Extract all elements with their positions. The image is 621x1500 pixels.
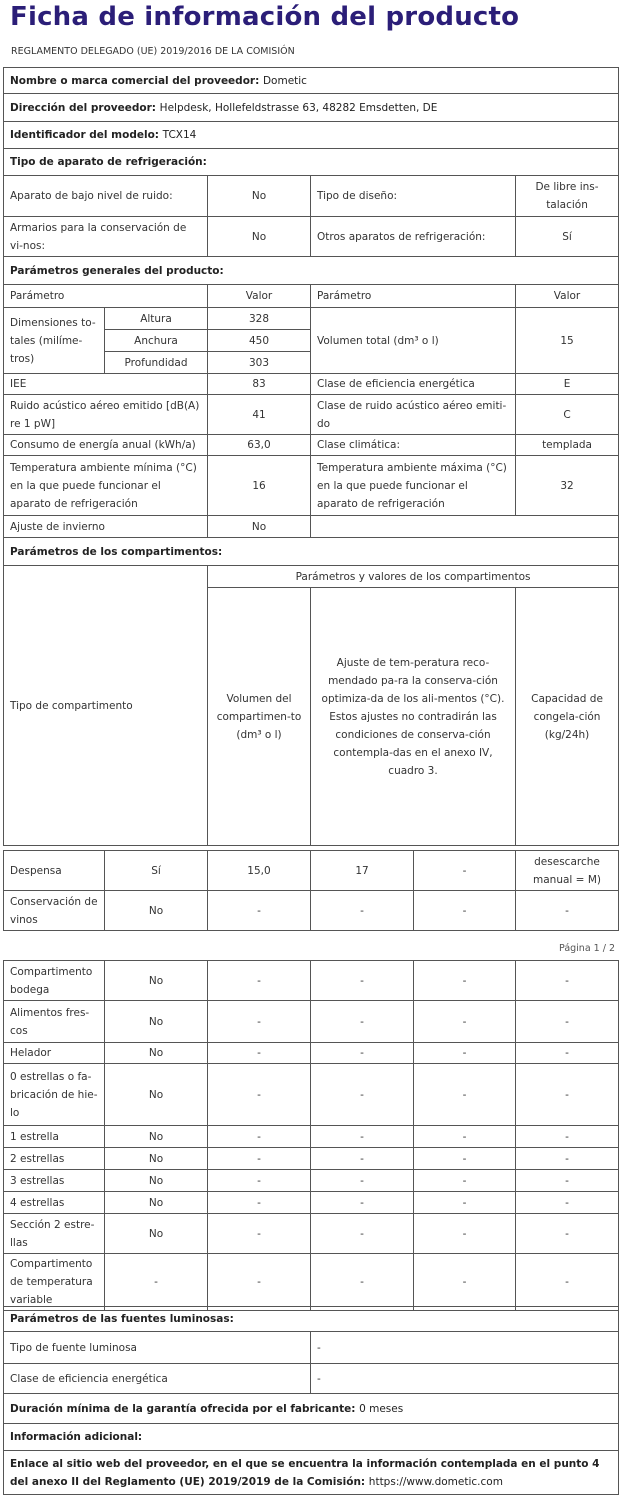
compartment-rows-page2 [4, 961, 619, 1311]
footer-table [3, 1306, 619, 1495]
compartment-temp: - [311, 1001, 414, 1043]
compartment-volume: - [208, 1192, 311, 1214]
light-type-label: Tipo de fuente luminosa [4, 1332, 311, 1364]
value-column-header: Valor [208, 285, 311, 308]
compartment-type-header: Tipo de compartimento [4, 566, 208, 846]
compartment-freeze-header: Capacidad de congela-ción (kg/24h) [516, 588, 619, 846]
general-params-header-row [4, 257, 619, 285]
compartment-name: Alimentos fres-cos [4, 1001, 105, 1043]
low-noise-value: No [208, 176, 311, 217]
compartment-freeze: - [414, 891, 516, 931]
noise-value: 41 [208, 395, 311, 435]
compartment-freeze: - [414, 1126, 516, 1148]
light-class-value: - [311, 1364, 619, 1394]
compartment-freeze: - [414, 1214, 516, 1254]
total-volume-label: Volumen total (dm³ o l) [311, 308, 516, 374]
compartment-volume: - [208, 1214, 311, 1254]
compartment-present: Sí [105, 851, 208, 891]
ambient-temperature-row [4, 456, 619, 516]
compartment-temp: - [311, 1254, 414, 1311]
supplier-link-label: Enlace al sitio web del proveedor, en el que se encuentra la información contemplada en el punto 4 del anexo II del Reglamento (UE) 2019/2019 de la Comisión: [10, 1457, 600, 1488]
compartment-volume: - [208, 1043, 311, 1064]
compartment-defrost: - [516, 1254, 619, 1311]
compartment-row [4, 891, 619, 931]
compartment-row [4, 1043, 619, 1064]
compartment-freeze: - [414, 1148, 516, 1170]
compartment-row [4, 1126, 619, 1148]
energy-consumption-row [4, 435, 619, 456]
compartment-name: Compartimento bodega [4, 961, 105, 1001]
compartments-header: Parámetros de los compartimentos: [4, 538, 619, 566]
compartment-row [4, 1170, 619, 1192]
page-title: Ficha de información del producto [10, 2, 520, 32]
compartment-defrost: - [516, 1064, 619, 1126]
winter-setting-label: Ajuste de invierno [4, 516, 208, 538]
supplier-address-label: Dirección del proveedor: [10, 101, 157, 114]
compartment-defrost: - [516, 1192, 619, 1214]
appliance-type-header: Tipo de aparato de refrigeración: [4, 149, 619, 176]
compartment-present: No [105, 1043, 208, 1064]
compartment-row [4, 1214, 619, 1254]
compartment-defrost: - [516, 1043, 619, 1064]
warranty-label: Duración mínima de la garantía ofrecida por el fabricante: [10, 1402, 356, 1415]
compartment-present: - [105, 1254, 208, 1311]
noise-class-label: Clase de ruido acústico aéreo emiti-do [311, 395, 516, 435]
compartment-defrost: - [516, 1148, 619, 1170]
eei-value: 83 [208, 374, 311, 395]
compartment-volume: - [208, 1001, 311, 1043]
compartment-volume: - [208, 1254, 311, 1311]
energy-class-label: Clase de eficiencia energética [311, 374, 516, 395]
compartment-row [4, 1192, 619, 1214]
light-class-row [4, 1364, 619, 1394]
depth-label: Profundidad [105, 352, 208, 374]
light-class-label: Clase de eficiencia energética [4, 1364, 311, 1394]
other-appliance-value: Sí [516, 217, 619, 257]
compartment-temp: 17 [311, 851, 414, 891]
compartment-name: Sección 2 estre-llas [4, 1214, 105, 1254]
compartment-volume: - [208, 1148, 311, 1170]
compartment-present: No [105, 1126, 208, 1148]
compartment-params-group-header: Parámetros y valores de los compartimentos [208, 566, 619, 588]
compartment-present: No [105, 891, 208, 931]
compartment-volume: - [208, 891, 311, 931]
compartment-freeze: - [414, 1001, 516, 1043]
compartment-row [4, 1254, 619, 1311]
compartment-present: No [105, 1170, 208, 1192]
supplier-name-row [4, 68, 619, 94]
energy-consumption-label: Consumo de energía anual (kWh/a) [4, 435, 208, 456]
compartment-row [4, 961, 619, 1001]
compartment-name: Helador [4, 1043, 105, 1064]
compartment-row [4, 1148, 619, 1170]
compartment-present: No [105, 1148, 208, 1170]
compartment-present: No [105, 1214, 208, 1254]
page-number: Página 1 / 2 [559, 943, 615, 954]
warranty-row [4, 1394, 619, 1424]
dimensions-label: Dimensiones to-tales (milíme-tros) [4, 308, 105, 374]
compartment-temp: - [311, 1043, 414, 1064]
compartment-volume: - [208, 1170, 311, 1192]
compartment-temp: - [311, 1148, 414, 1170]
wine-storage-value: No [208, 217, 311, 257]
compartment-defrost: desescarche manual = M) [516, 851, 619, 891]
total-volume-value: 15 [516, 308, 619, 374]
supplier-address-row [4, 94, 619, 122]
light-type-row [4, 1332, 619, 1364]
model-identifier-label: Identificador del modelo: [10, 129, 159, 141]
noise-row [4, 395, 619, 435]
compartment-freeze: - [414, 1064, 516, 1126]
supplier-link-row [4, 1451, 619, 1495]
compartment-name: 2 estrellas [4, 1148, 105, 1170]
compartment-temp: - [311, 1214, 414, 1254]
compartment-name: 3 estrellas [4, 1170, 105, 1192]
min-temp-label: Temperatura ambiente mínima (°C) en la que puede funcionar el aparato de refrigeración [4, 456, 208, 516]
light-params-header-row [4, 1307, 619, 1332]
compartment-present: No [105, 961, 208, 1001]
compartment-row [4, 1001, 619, 1043]
eei-label: IEE [4, 374, 208, 395]
general-params-columns-row [4, 285, 619, 308]
supplier-name-value: Dometic [262, 74, 307, 87]
compartment-freeze: - [414, 1254, 516, 1311]
compartment-defrost: - [516, 1170, 619, 1192]
min-temp-value: 16 [208, 456, 311, 516]
light-params-header: Parámetros de las fuentes luminosas: [4, 1307, 619, 1332]
product-info-table-page1 [3, 67, 619, 846]
eei-row [4, 374, 619, 395]
compartment-temp: - [311, 1126, 414, 1148]
compartment-volume: - [208, 1064, 311, 1126]
compartment-group-header-row [4, 566, 619, 588]
compartment-name: Compartimento de temperatura variable [4, 1254, 105, 1311]
compartment-temp: - [311, 961, 414, 1001]
empty-cell [311, 516, 619, 538]
compartments-table-page1 [3, 850, 619, 931]
compartments-header-row [4, 538, 619, 566]
max-temp-value: 32 [516, 456, 619, 516]
max-temp-label: Temperatura ambiente máxima (°C) en la que puede funcionar el aparato de refrigeración [311, 456, 516, 516]
compartment-present: No [105, 1192, 208, 1214]
appliance-type-header-row [4, 149, 619, 176]
supplier-name-label: Nombre o marca comercial del proveedor: [10, 74, 260, 87]
energy-class-value: E [516, 374, 619, 395]
wine-storage-label: Armarios para la conservación de vi-nos: [4, 217, 208, 257]
value-column-header-right: Valor [516, 285, 619, 308]
compartment-name: 4 estrellas [4, 1192, 105, 1214]
general-params-header: Parámetros generales del producto: [4, 257, 619, 285]
supplier-website-link[interactable]: https://www.dometic.com [368, 1475, 503, 1488]
compartment-freeze: - [414, 1043, 516, 1064]
compartment-name: Despensa [4, 851, 105, 891]
compartment-name: 1 estrella [4, 1126, 105, 1148]
param-column-header-right: Parámetro [311, 285, 516, 308]
model-identifier-row [4, 122, 619, 149]
design-type-label: Tipo de diseño: [311, 176, 516, 217]
width-label: Anchura [105, 330, 208, 352]
low-noise-label: Aparato de bajo nivel de ruido: [4, 176, 208, 217]
compartment-temp: - [311, 891, 414, 931]
depth-value: 303 [208, 352, 311, 374]
compartment-freeze: - [414, 961, 516, 1001]
wine-storage-row [4, 217, 619, 257]
compartment-temp-header: Ajuste de tem-peratura reco-mendado pa-ra la conserva-ción optimiza-da de los ali-mentos (°C). Estos ajustes no contradirán las condiciones de conserva-ción contempla-das en el anexo IV, cuadro 3. [311, 588, 516, 846]
low-noise-row [4, 176, 619, 217]
compartment-defrost: - [516, 961, 619, 1001]
compartments-table-page2 [3, 960, 619, 1311]
energy-consumption-value: 63,0 [208, 435, 311, 456]
regulation-subtitle: REGLAMENTO DELEGADO (UE) 2019/2016 DE LA COMISIÓN [11, 46, 295, 57]
compartment-temp: - [311, 1170, 414, 1192]
climate-class-value: templada [516, 435, 619, 456]
supplier-address-value: Helpdesk, Hollefeldstrasse 63, 48282 Emsdetten, DE [159, 101, 438, 114]
compartment-present: No [105, 1064, 208, 1126]
compartment-volume: - [208, 961, 311, 1001]
compartment-defrost: - [516, 1001, 619, 1043]
compartment-volume: - [208, 1126, 311, 1148]
compartment-present: No [105, 1001, 208, 1043]
compartment-row [4, 1064, 619, 1126]
other-appliance-label: Otros aparatos de refrigeración: [311, 217, 516, 257]
compartment-volume-header: Volumen del compartimen-to (dm³ o l) [208, 588, 311, 846]
noise-class-value: C [516, 395, 619, 435]
winter-setting-row [4, 516, 619, 538]
compartment-temp: - [311, 1064, 414, 1126]
compartment-defrost: - [516, 1214, 619, 1254]
additional-info-header-row [4, 1424, 619, 1451]
width-value: 450 [208, 330, 311, 352]
compartment-freeze: - [414, 1192, 516, 1214]
noise-label: Ruido acústico aéreo emitido [dB(A) re 1 pW] [4, 395, 208, 435]
compartment-freeze: - [414, 1170, 516, 1192]
compartment-defrost: - [516, 891, 619, 931]
param-column-header: Parámetro [4, 285, 208, 308]
compartment-defrost: - [516, 1126, 619, 1148]
compartment-freeze: - [414, 851, 516, 891]
compartment-temp: - [311, 1192, 414, 1214]
compartment-volume: 15,0 [208, 851, 311, 891]
height-label: Altura [105, 308, 208, 330]
warranty-value: 0 meses [359, 1402, 404, 1415]
climate-class-label: Clase climática: [311, 435, 516, 456]
design-type-value: De libre ins-talación [516, 176, 619, 217]
dimensions-height-row [4, 308, 619, 330]
additional-info-header: Información adicional: [4, 1424, 619, 1451]
light-type-value: - [311, 1332, 619, 1364]
model-identifier-value: TCX14 [162, 129, 197, 141]
compartment-name: Conservación de vinos [4, 891, 105, 931]
height-value: 328 [208, 308, 311, 330]
compartment-name: 0 estrellas o fa-bricación de hie-lo [4, 1064, 105, 1126]
winter-setting-value: No [208, 516, 311, 538]
compartment-row [4, 851, 619, 891]
